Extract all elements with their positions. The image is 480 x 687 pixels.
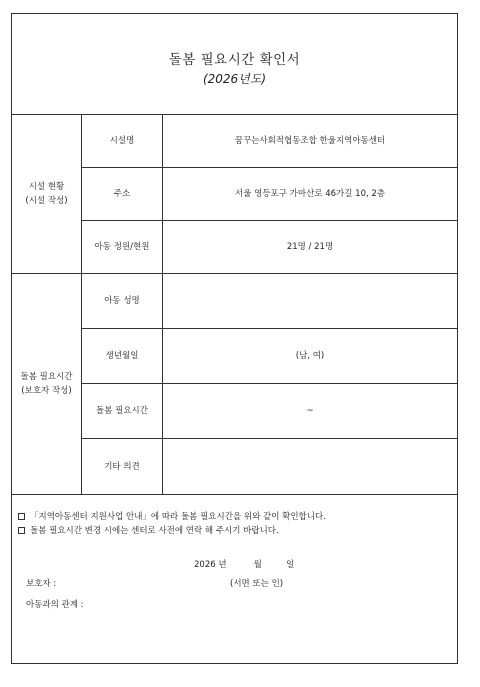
confirmation-note-text: 「지역아동센터 지원사업 안내」에 따라 돌봄 필요시간을 위와 같이 확인합니다. bbox=[30, 512, 326, 522]
child-name-label: 아동 성명 bbox=[104, 296, 140, 306]
care-group-title: 돌봄 필요시간 bbox=[20, 372, 73, 382]
care-group-label bbox=[12, 274, 81, 494]
care-group-subtitle: (보호자 작성) bbox=[21, 386, 72, 396]
facility-group-label bbox=[12, 115, 81, 273]
birth-date-field[interactable]: (남, 여) bbox=[295, 351, 325, 361]
signature-date: 2026 년 월 일 bbox=[194, 560, 295, 570]
facility-address-label: 주소 bbox=[113, 189, 131, 199]
capacity-label: 아동 정원/현원 bbox=[94, 242, 150, 252]
checkbox-icon[interactable] bbox=[18, 527, 25, 534]
facility-address-value: 서울 영등포구 가마산로 46가길 10, 2층 bbox=[235, 189, 385, 199]
title-section bbox=[12, 14, 457, 115]
document-title: 돌봄 필요시간 확인서 bbox=[168, 52, 301, 68]
confirmation-form bbox=[11, 13, 458, 664]
facility-group-subtitle: (시설 작성) bbox=[25, 196, 68, 206]
facility-name-value: 꿈꾸는사회적협동조합 한울지역아동센터 bbox=[234, 136, 386, 146]
care-hours-field[interactable]: ~ bbox=[306, 406, 314, 416]
care-hours-label: 돌봄 필요시간 bbox=[96, 406, 148, 416]
other-opinion-field[interactable] bbox=[163, 439, 457, 494]
facility-name-label: 시설명 bbox=[109, 136, 135, 146]
facility-group-title: 시설 현황 bbox=[28, 182, 65, 192]
section-divider bbox=[12, 494, 457, 495]
document-year: (2026년도) bbox=[202, 72, 267, 86]
birth-date-label: 생년월일 bbox=[105, 351, 139, 361]
guardian-label: 보호자 : bbox=[26, 579, 57, 589]
capacity-value: 21명 / 21명 bbox=[286, 242, 334, 252]
change-note bbox=[18, 524, 279, 536]
checkbox-icon[interactable] bbox=[18, 513, 25, 520]
child-name-field[interactable] bbox=[163, 274, 457, 328]
relation-label: 아동과의 관계 : bbox=[26, 600, 84, 610]
other-opinion-label: 기타 의견 bbox=[104, 461, 140, 472]
confirmation-note bbox=[18, 510, 326, 522]
change-note-text: 돌봄 필요시간 변경 시에는 센터로 사전에 연락 해 주시기 바랍니다. bbox=[30, 526, 279, 536]
signature-hint: (서면 또는 인) bbox=[230, 579, 284, 589]
